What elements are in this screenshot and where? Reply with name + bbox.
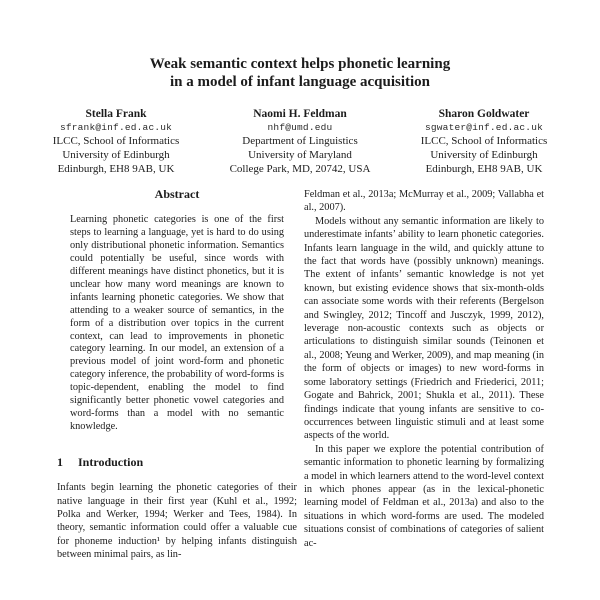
author-1-university: University of Edinburgh bbox=[62, 148, 170, 161]
paper-title bbox=[0, 56, 600, 91]
author-3 bbox=[404, 107, 564, 176]
author-2-email: nhf@umd.edu bbox=[267, 122, 333, 133]
author-2-university: University of Maryland bbox=[248, 148, 352, 161]
author-3-address: Edinburgh, EH8 9AB, UK bbox=[425, 162, 543, 175]
author-1-name: Stella Frank bbox=[85, 108, 147, 120]
author-1-email: sfrank@inf.ed.ac.uk bbox=[59, 122, 173, 133]
paper-title-line-2: in a model of infant language acquisition bbox=[169, 73, 431, 90]
introduction-paragraph: Infants begin learning the phonetic categories of their native language in their first year (Kuhl et al., 1992; Polka and Werker, 1994; Werker and Tees, 1984). In theory, semantic information could offer a valuable cue for phoneme induction¹ by helping infants distinguish between minimal pairs, as lin- bbox=[57, 482, 297, 561]
paper-header bbox=[0, 56, 600, 176]
right-column-paragraph-this-paper: In this paper we explore the potential contribution of semantic information to phonetic learning by formalizing a model in which learners attend to the word-level context in which phones appear (as in the lexical-phonetic learning model of Feldman et al., 2013a) and also to the situations in which word-forms are used. The modeled situations consist of combinations of categories of salient ac- bbox=[304, 443, 544, 549]
right-column-paragraph-models: Models without any semantic information are likely to underestimate infants’ ability to learn phonetic categories. Infants learn language in the wild, and quickly attune to the fact that words have (possibly unknown) meanings. The extent of infants’ semantic knowledge is not yet known, but existing evidence shows that six-month-olds can associate some words with their referents (Bergelson and Swingley, 2012; Tincoff and Jusczyk, 1999, 2012), leverage non-acoustic contexts such as objects or articulations to distinguish similar sounds (Teinonen et al., 2008; Yeung and Werker, 2009), and map meaning (in the form of objects or images) to new word-forms in some laboratory settings (Friedrich and Friederici, 2011; Gogate and Bahrick, 2001; Shukla et al., 2011). These findings indicate that young infants are sensitive to co-occurrences between linguistic stimuli and at least some aspects of the world. bbox=[304, 215, 544, 442]
right-column bbox=[304, 188, 544, 600]
author-3-email: sgwater@inf.ed.ac.uk bbox=[424, 122, 544, 133]
left-column bbox=[57, 188, 297, 600]
abstract-text: Learning phonetic categories is one of the first steps to learning a language, yet is hard to do using only distributional phonetic information. Semantics could potentially be useful, since words with different meanings have distinct phonetics, but it is unclear how many word meanings are known to infants learning phonetic categories. We show that attending to a weaker source of semantics, in the form of a distribution over topics in the current context, can lead to improvements in phonetic category learning. In our model, an extension of a previous model of joint word-form and phonetic category inference, the probability of word-forms is topic-dependent, enabling the model to find significantly better phonetic vowel categories and word-forms than a model with no semantic knowledge. bbox=[70, 214, 284, 432]
paper-title-line-1: Weak semantic context helps phonetic learning bbox=[149, 56, 451, 72]
author-3-name: Sharon Goldwater bbox=[438, 108, 530, 120]
author-3-university: University of Edinburgh bbox=[430, 148, 538, 161]
author-block bbox=[0, 107, 600, 176]
section-title: Introduction bbox=[78, 454, 144, 469]
abstract-heading: Abstract bbox=[154, 188, 200, 201]
author-1-affiliation: ILCC, School of Informatics bbox=[52, 135, 180, 147]
author-2-address: College Park, MD, 20742, USA bbox=[229, 162, 371, 175]
section-number: 1 bbox=[57, 454, 63, 469]
section-heading-introduction bbox=[57, 456, 297, 469]
author-1-address: Edinburgh, EH8 9AB, UK bbox=[57, 162, 175, 175]
author-2 bbox=[220, 107, 380, 176]
right-column-continuation-paragraph: Feldman et al., 2013a; McMurray et al., 2009; Vallabha et al., 2007). bbox=[304, 189, 544, 214]
author-3-affiliation: ILCC, School of Informatics bbox=[420, 135, 548, 147]
author-2-name: Naomi H. Feldman bbox=[253, 108, 347, 120]
author-1 bbox=[36, 107, 196, 176]
author-2-affiliation: Department of Linguistics bbox=[242, 135, 358, 147]
